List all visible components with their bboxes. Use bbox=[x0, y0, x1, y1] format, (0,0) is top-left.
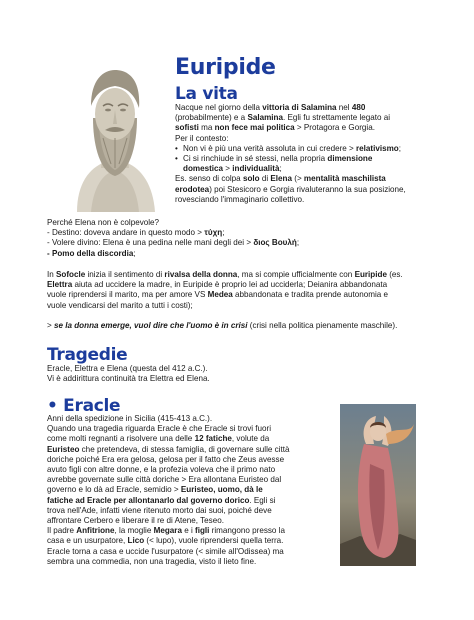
vita-line: erodotea) poi Stesicoro e Gorgia rivaluteranno la sua posizione, bbox=[175, 184, 406, 194]
elena-question: Perché Elena non è colpevole? bbox=[47, 218, 160, 227]
crisi-paragraph: > se la donna emerge, vuol dire che l'uomo è in crisi (crisi nella politica pienamente maschile). bbox=[47, 321, 398, 330]
vita-bullet: • Non vi è più una verità assoluta in cui credere > relativismo; bbox=[175, 144, 430, 154]
vita-bullet: • Ci si rinchiude in sé stessi, nella propria dimensione bbox=[175, 154, 430, 164]
eracle-text: Anni della spedizione in Sicilia (415-413 a.C.). Quando una tragedia riguarda Eracle è che Eracle si trovi fuori come molti regnanti a risolvere una delle 12 fatiche, volute da Euristeo che pretendeva, di stessa famiglia, di governare sulle città doriche poiché Era era gelosa, gelosa per il fatto che Zeus avesse avuto figli con altre donne, e la profezia voleva che il primo nato avrebbe governate sulle città doriche > Era allontana Euristeo dal governo e lo dà ad Eracle, semidio > Euristeo, uomo, dà le fatiche ad Eracle per allontanarlo dal governo dorico. Egli si trova nell'Ade, infatti viene ritenuto morto dai suoi, poiché deve affrontare Cerbero e liberare il re di Atene, Teseo. Il padre Anfitrione, la moglie Megara e i figli rimangono presso la casa e un usurpatore, Lico (< lupo), vuole riprendersi quella terra. Eracle torna a casa e uccide l'usurpatore (< simile all'Odissea) ma sembra una commedia, non una tragedia, visto il lieto fine. bbox=[47, 414, 290, 566]
vita-line: Per il contesto: bbox=[175, 133, 229, 143]
elena-reason: - Destino: doveva andare in questo modo > τύχη; bbox=[47, 228, 225, 238]
sofocle-paragraph: In Sofocle inizia il sentimento di rivalsa della donna, ma si compie ufficialmente con Euripide (es. Elettra aiuta ad uccidere la madre, in Euripide è proprio lei ad ucciderla; Deianira abbandonata vuole riprendersi il marito, ma per amore VS Medea abbandonata e tradita prende autonomia e vuole vendicarsi del marito a tutti i costi); bbox=[47, 270, 403, 310]
elena-text bbox=[47, 218, 299, 259]
section-title-vita: La vita bbox=[175, 84, 238, 104]
vita-line: (probabilmente) e a Salamina. Egli fu strettamente legato ai bbox=[175, 113, 391, 123]
painting-image bbox=[340, 404, 416, 566]
section-title-tragedie: Tragedie bbox=[47, 345, 128, 365]
page-title: Euripide bbox=[175, 55, 276, 80]
vita-line: rovesciando l'immaginario collettivo. bbox=[175, 194, 305, 204]
euripides-bust-image bbox=[71, 56, 159, 212]
vita-bullet-continuation: domestica > individualità; bbox=[183, 164, 282, 174]
vita-line: Nacque nel giorno della vittoria di Salamina nel 480 bbox=[175, 103, 366, 112]
section-title-eracle: • Eracle bbox=[47, 396, 121, 416]
vita-line: sofisti ma non fece mai politica > Protagora e Gorgia. bbox=[175, 123, 375, 133]
elena-reason: - Volere divino: Elena è una pedina nelle mani degli dei > διος Βουλή; bbox=[47, 238, 300, 248]
tragedie-text: Eracle, Elettra e Elena (questa del 412 a.C.). Vi è addirittura continuità tra Elettra ed Elena. bbox=[47, 364, 210, 384]
vita-line: Es. senso di colpa solo di Elena (> mentalità maschilista bbox=[175, 174, 386, 184]
vita-text bbox=[175, 103, 430, 205]
elena-reason: - Pomo della discordia; bbox=[47, 248, 136, 258]
